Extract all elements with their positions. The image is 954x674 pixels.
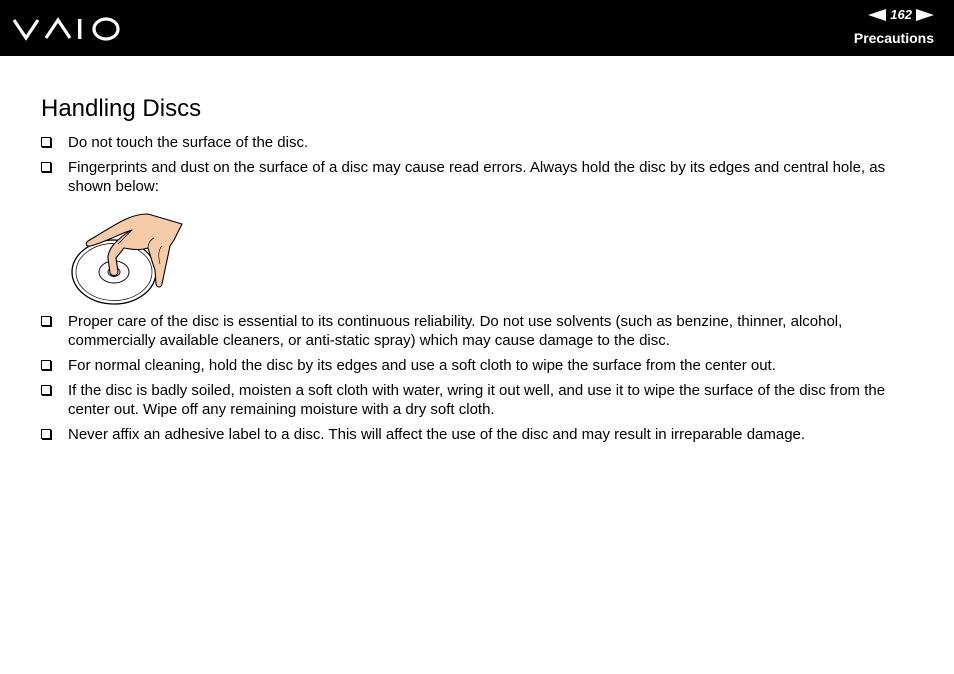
list-item-text: Do not touch the surface of the disc. (68, 134, 309, 151)
checkbox-bullet-icon (41, 162, 51, 172)
arrow-left-icon[interactable] (868, 9, 886, 21)
list-item (41, 312, 921, 350)
list-item-text: Proper care of the disc is essential to its continuous reliability. Do not use solvents (such as benzine, thinner, alcohol, commercially available cleaners, or anti-static spray) which may cause damage to the disc. (68, 313, 843, 349)
precautions-list-bottom (41, 312, 921, 450)
hand-holding-disc-illustration (68, 210, 188, 308)
page-number: 162 (890, 7, 912, 22)
list-item (41, 158, 921, 196)
checkbox-bullet-icon (41, 316, 51, 326)
list-item-text: Never affix an adhesive label to a disc. This will affect the use of the disc and may result in irreparable damage. (68, 426, 806, 443)
list-item-text: Fingerprints and dust on the surface of a disc may cause read errors. Always hold the disc by its edges and central hole, as shown below: (68, 159, 886, 195)
checkbox-bullet-icon (41, 429, 51, 439)
page-header (0, 0, 954, 56)
page-title: Handling Discs (41, 95, 202, 122)
arrow-right-icon[interactable] (916, 9, 934, 21)
list-item (41, 381, 921, 419)
vaio-logo-icon (12, 14, 122, 44)
list-item (41, 425, 921, 444)
precautions-list-top (41, 133, 921, 202)
list-item (41, 356, 921, 375)
list-item-text: If the disc is badly soiled, moisten a soft cloth with water, wring it out well, and use it to wipe the surface of the disc from the center out. Wipe off any remaining moisture with a dry soft cloth. (68, 382, 886, 418)
section-name: Precautions (853, 30, 934, 46)
checkbox-bullet-icon (41, 360, 51, 370)
page-navigation (868, 7, 934, 23)
list-item-text: For normal cleaning, hold the disc by its edges and use a soft cloth to wipe the surface from the center out. (68, 357, 776, 374)
checkbox-bullet-icon (41, 137, 51, 147)
checkbox-bullet-icon (41, 385, 51, 395)
list-item (41, 133, 921, 152)
